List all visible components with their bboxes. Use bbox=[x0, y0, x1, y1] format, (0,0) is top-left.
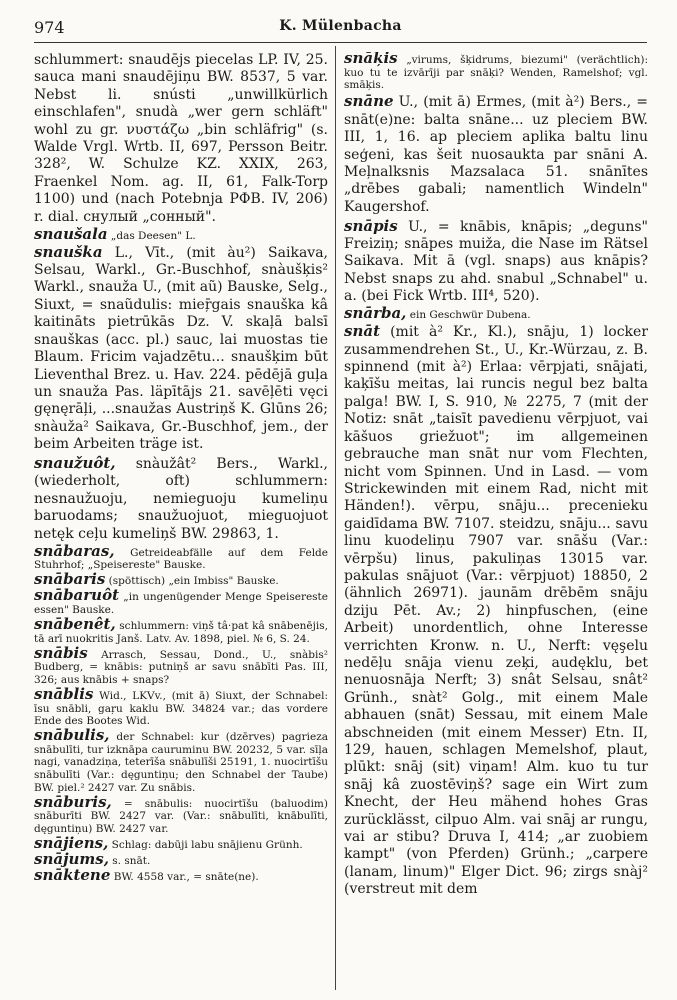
entry-headword: snāpis bbox=[344, 216, 398, 235]
entry-text: schlummern: viņš tâ·pat kâ snābenējis, tā arī nuokritis Janš. Latv. Av. 1898, piel. № 6, S. 24. bbox=[34, 620, 328, 645]
entry-headword: snābaris bbox=[34, 570, 106, 589]
right-column bbox=[344, 52, 648, 900]
dictionary-entry bbox=[34, 244, 328, 454]
entry-text: snàužât² Bers., Warkl., (wiederholt, oft) schlummern: nesnaužuoju, nemieguoju kumeliņu baruodams; snaužuojuot, mieguojuot netęk ceļu kumeliņš BW. 29863, 1. bbox=[34, 456, 328, 542]
entry-text: Wid., LKVv., (mit ā) Siuxt, der Schnabel: īsu snābli, gaŗu kaklu BW. 34824 var.; das vordere Ende des Bootes Wid. bbox=[34, 690, 328, 728]
dictionary-entry bbox=[344, 304, 648, 323]
entry-headword: snaužuôt, bbox=[34, 454, 116, 473]
dictionary-entry bbox=[34, 643, 328, 687]
entry-text: U., (mit ā) Ermes, (mit à²) Bers., = snāt(e)ne: balta snāne... uz pleciem BW. III, 1, 16. ap pleciem aplika baltu linu seģeni, kas šeit nuosaukta par snāni A. Meļnalksnis Mazsalaca 51. snānītes „drēbes gabali; namentlich Windeln" Kaugershof. bbox=[344, 94, 648, 215]
entry-headword: snāburis, bbox=[34, 792, 112, 811]
dictionary-entry bbox=[34, 685, 328, 728]
dictionary-entry bbox=[344, 52, 648, 92]
entry-headword: snaušala bbox=[34, 224, 108, 243]
dictionary-entry bbox=[34, 615, 328, 645]
entry-text: „das Deesen" L. bbox=[110, 229, 196, 242]
entry-text: (mit à² Kr., Kl.), snāju, 1) locker zusammendrehen St., U., Kr.-Würzau, z. B. spinnend (mit à²) Erlaa: vērpjati, snājati, kaķīšu meitas, lai runcis negul bez balta palga! BW. I, S. 910, № 2275, 7 (mit der Notiz: snāt „taisīt pavedienu vērpjuot, vai kāšuos griežuot"; im allgemeinen gebrauche man snāt nur vom Flechten, nicht vom Spinnen. Und in Lasd. — vom Strickewinden mit einem Rad, nicht mit Händen!). vērpu, snāju... precenieku gaidīdama BW. 7107. steidzu, snāju... savu linu kuodeliņu 7907 var. snāšu (Var.: vērpšu) linus, pakuliņas 13015 var. pakulas snājuot (Var.: vērpjuot) 18850, 2 (ähnlich 26971). jaunām drēbēm snāju dziju Pēt. Av.; 2) hinpfuschen, (eine Arbeit) unordentlich, ohne Interesse verrichten Kronw. n. U., Nerft: vęşelu nedēļu snāja vienu zeķi, audęklu, bet nenuosnāja Nerft; 3) snât Selsau, snât² Grünh., snàt² Golg., mit einem Male abhauen (snāt) Sessau, mit einem Male abschneiden (mit einem Messer) Etn. II, 129, hauen, schlagen Memelshof, plaut, plūkt: snāj (sit) viņam! Alm. kuo tu tur snāj kâ zuostēviņš? sage ein Wirt zum Knecht, der Heu mähend hohes Gras zurücklässt, cilpuo Alm. vai snāj ar rungu, vai ar stibu? Druva I, 414; „ar zuobiem kampt" (von Pferden) Grünh.; „carpere (lanam, linum)" Elger Dict. 96; zirgs snàj² (verstreut mit dem bbox=[344, 324, 648, 898]
entry-headword: snābaruôt bbox=[34, 586, 120, 605]
entry-headword: snāne bbox=[344, 92, 394, 111]
column-divider bbox=[335, 46, 336, 990]
entry-headword: snārba, bbox=[344, 304, 407, 323]
entry-text: „in ungenügender Menge Speisereste essen" Bauske. bbox=[34, 591, 328, 616]
entry-headword: snābis bbox=[34, 643, 88, 662]
page-header bbox=[34, 14, 647, 40]
dictionary-entry bbox=[34, 866, 328, 885]
dictionary-entry bbox=[34, 224, 328, 243]
left-column bbox=[34, 52, 328, 885]
entry-headword: snābenêt, bbox=[34, 615, 116, 634]
entry-text: „virums, šķidrums, biezumi" (verächtlich): kuo tu te izvārīji par snāķi? Wenden, Ramelshof; vgl. smāķis. bbox=[344, 54, 648, 92]
page-number: 974 bbox=[34, 18, 65, 37]
entry-text: schlummert: snaudējs piecelas LP. IV, 25. sauca mani snaudējiņu BW. 8537, 5 var. Nebst li. snústi „unwillkürlich einschlafen", snudà „wer gern schläft" wohl zu gr. νυστάζω „bin schläfrig" (s. Walde Vrgl. Wrtb. II, 697, Persson Beitr. 328², W. Schulze KZ. XXIX, 263, Fraenkel Nom. ag. II, 61, Falk-Torp 1100) und (nach Potebnja РФВ. IV, 206) r. dial. снулый „сонный". bbox=[34, 52, 328, 225]
entry-headword: snājiens, bbox=[34, 834, 109, 853]
dictionary-entry bbox=[344, 93, 648, 216]
entry-text: der Schnabel: kur (dzērves) pagrieza snābulīti, tur izknāpa cauruminu BW. 20232, 5 var. sīļa nagi, vanadziņa, teterīša snābulīši 25191, 1. nuocirtīšu snābulīti (Var.: dęguntiņu; den Schnabel der Taube) BW. piel.² 2427 var. Zu snābis. bbox=[34, 731, 328, 794]
entry-text: Arrasch, Sessau, Dond., U., snàbis² Budberg, = knābis: putniņš ar savu snābīti Pas. III, 326; aus knābis + snaps? bbox=[34, 648, 328, 686]
entry-text: Schlag: dabūji labu snājienu Grünh. bbox=[111, 839, 303, 852]
dictionary-entry bbox=[344, 218, 648, 306]
entry-headword: snāktene bbox=[34, 866, 111, 885]
entry-text: Getreideabfälle auf dem Felde Stuhrhof; „Speisereste" Bauske. bbox=[34, 546, 328, 572]
entry-headword: snābulis, bbox=[34, 726, 110, 745]
entry-headword: snājums, bbox=[34, 850, 109, 869]
header-rule bbox=[34, 42, 647, 43]
dictionary-entry bbox=[34, 726, 328, 794]
entry-headword: snāt bbox=[344, 322, 380, 341]
dictionary-entry bbox=[34, 52, 328, 226]
dictionary-entry bbox=[34, 541, 328, 572]
entry-headword: snauška bbox=[34, 242, 103, 261]
entry-text: L., Vīt., (mit àu²) Saikava, Selsau, Warkl., Gr.-Buschhof, snàušķis² Warkl., snauža U., (mit aũ) Bauske, Selg., Siuxt, = snaũdulis: mieŗ̄gais snauška kâ kaitināts pietrūkās Dz. V. skaļā balsī snauškas (acc. pl.) sauc, lai muostas tie Blaum. Fricim vajadzētu... snaušķim būt Lieventhal Brez. u. Hav. 224. pēdējā guļa un snauža Pas. läpītājs 21. savēļēti vęci gęnęrāļi, ...snaužas Austriņš K. Glūns 26; snàuža² Saikava, Gr.-Buschhof, jem., der beim Arbeiten träge ist. bbox=[34, 244, 328, 453]
entry-text: = snābulis: nuocirtīšu (baluodim) snāburīti BW. 2427 var. (Var.: snābulīti, knābulīti, dęguntiņu) BW. 2427 var. bbox=[34, 797, 328, 835]
dictionary-entry bbox=[344, 323, 648, 898]
entry-text: BW. 4558 var., = snāte(ne). bbox=[113, 871, 259, 884]
running-head: K. Mülenbacha bbox=[279, 18, 402, 34]
entry-text: (spöttisch) „ein Imbiss" Bauske. bbox=[108, 575, 279, 588]
entry-text: ein Geschwür Dubena. bbox=[409, 309, 531, 322]
dictionary-entry bbox=[34, 455, 328, 543]
dictionary-entry bbox=[34, 586, 328, 616]
entry-headword: snāblis bbox=[34, 685, 94, 703]
entry-text: s. snāt. bbox=[112, 855, 151, 868]
entry-headword: snābaras, bbox=[34, 541, 115, 560]
dictionary-entry bbox=[34, 792, 328, 836]
entry-text: U., = knābis, knāpis; „deguns" Freiziņ; snāpes muiža, die Nase im Rätsel Saikava. Mit ā (vgl. snaps) aus knāpis? Nebst snaps zu ahd. snabul „Schnabel" u. a. (bei Fick Wrtb. III⁴, 520). bbox=[344, 218, 648, 305]
entry-headword: snāķis bbox=[344, 52, 398, 67]
